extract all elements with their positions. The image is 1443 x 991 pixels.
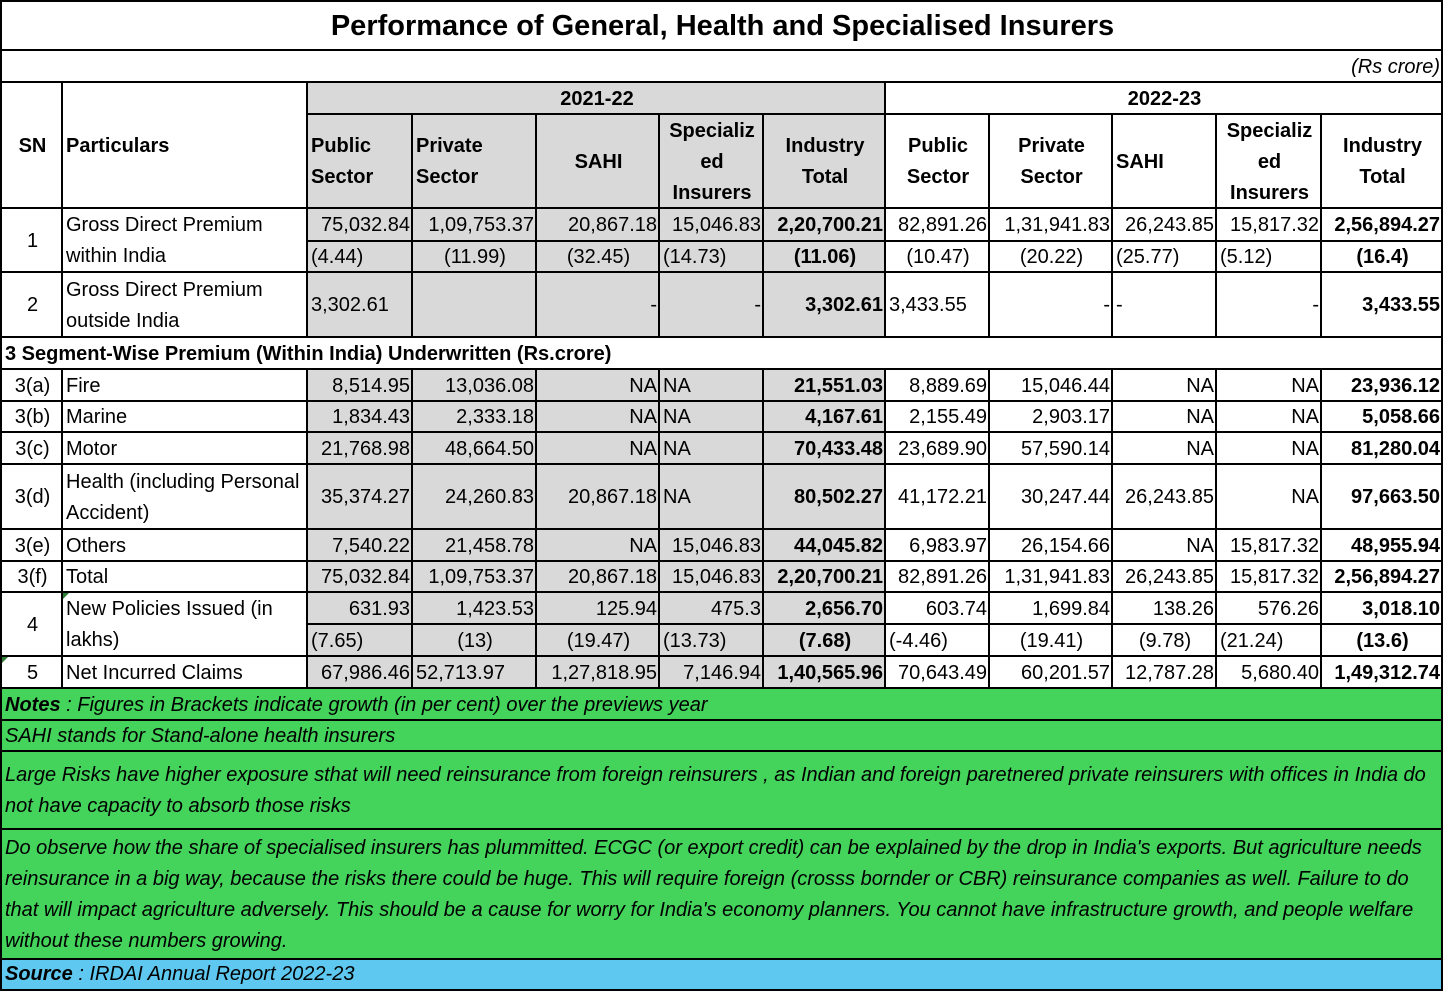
value-cell: 12,787.28	[1111, 655, 1217, 689]
value-cell: 631.93	[306, 591, 413, 625]
sn-cell: 3(c)	[0, 431, 63, 465]
value-cell: 81,280.04	[1320, 431, 1443, 465]
note-specialised	[0, 828, 1443, 960]
sn-cell: 2	[0, 271, 63, 338]
note-sahi: SAHI stands for Stand-alone health insurers	[0, 719, 1443, 752]
value-cell: 23,936.12	[1320, 368, 1443, 402]
value-cell: 44,045.82	[762, 528, 886, 562]
row-label: Total	[61, 560, 308, 593]
value-cell: 48,955.94	[1320, 528, 1443, 562]
value-cell: 2,903.17	[988, 400, 1113, 433]
row-label: Gross Direct Premium outside India	[61, 271, 308, 338]
row-label: Gross Direct Premium within India	[61, 207, 308, 273]
value-cell: 35,374.27	[306, 463, 413, 530]
header-sn: SN	[0, 81, 63, 209]
value-cell: 52,713.97	[411, 655, 537, 689]
value-cell: NA	[535, 368, 660, 402]
note-large-risks	[0, 750, 1443, 830]
sn-cell: 3(b)	[0, 400, 63, 433]
column-header: Industry Total	[762, 113, 886, 209]
value-cell: 21,551.03	[762, 368, 886, 402]
row-label: Motor	[61, 431, 308, 465]
growth-cell: (20.22)	[988, 240, 1113, 273]
value-cell: NA	[535, 528, 660, 562]
value-cell: 21,768.98	[306, 431, 413, 465]
value-cell: 1,49,312.74	[1320, 655, 1443, 689]
column-header: Public Sector	[884, 113, 990, 209]
sn-cell: 3(d)	[0, 463, 63, 530]
value-cell: 3,433.55	[884, 271, 990, 338]
column-header: Private Sector	[411, 113, 537, 209]
value-cell: 5,680.40	[1215, 655, 1322, 689]
cell-marker-icon	[63, 593, 69, 599]
value-cell: 2,656.70	[762, 591, 886, 625]
value-cell: 15,046.83	[658, 560, 764, 593]
value-cell: NA	[658, 368, 764, 402]
value-cell: NA	[1215, 368, 1322, 402]
value-cell: 2,20,700.21	[762, 560, 886, 593]
value-cell: 1,31,941.83	[988, 560, 1113, 593]
value-cell: 15,817.32	[1215, 528, 1322, 562]
value-cell: 3,302.61	[762, 271, 886, 338]
growth-cell: (32.45)	[535, 240, 660, 273]
value-cell: 2,155.49	[884, 400, 990, 433]
column-header: SAHI	[535, 113, 660, 209]
value-cell: 4,167.61	[762, 400, 886, 433]
source-label: Source	[5, 963, 73, 985]
value-cell: 8,514.95	[306, 368, 413, 402]
value-cell: 82,891.26	[884, 207, 990, 242]
value-cell: 2,56,894.27	[1320, 560, 1443, 593]
growth-cell: (13.6)	[1320, 623, 1443, 657]
value-cell: 67,986.46	[306, 655, 413, 689]
growth-cell: (11.06)	[762, 240, 886, 273]
growth-cell: (4.44)	[306, 240, 413, 273]
value-cell: 3,302.61	[306, 271, 413, 338]
value-cell: -	[1215, 271, 1322, 338]
value-cell: 1,27,818.95	[535, 655, 660, 689]
growth-cell: (10.47)	[884, 240, 990, 273]
growth-cell: (7.68)	[762, 623, 886, 657]
sn-cell: 3(a)	[0, 368, 63, 402]
sn-cell: 3(e)	[0, 528, 63, 562]
value-cell: 138.26	[1111, 591, 1217, 625]
value-cell: 30,247.44	[988, 463, 1113, 530]
growth-cell: (25.77)	[1111, 240, 1217, 273]
value-cell: 26,243.85	[1111, 207, 1217, 242]
segment-title: 3 Segment-Wise Premium (Within India) Underwritten (Rs.crore)	[0, 336, 1443, 370]
value-cell: 15,046.44	[988, 368, 1113, 402]
growth-cell: (14.73)	[658, 240, 764, 273]
value-cell: 7,540.22	[306, 528, 413, 562]
value-cell: 2,20,700.21	[762, 207, 886, 242]
value-cell: 1,699.84	[988, 591, 1113, 625]
sn-cell: 4	[0, 591, 63, 657]
value-cell: 21,458.78	[411, 528, 537, 562]
value-cell	[411, 271, 537, 338]
sn-cell: 5	[0, 655, 63, 689]
note-growth	[0, 687, 1443, 721]
value-cell: NA	[1215, 463, 1322, 530]
value-cell: 1,09,753.37	[411, 207, 537, 242]
value-cell: 24,260.83	[411, 463, 537, 530]
value-cell: NA	[1215, 431, 1322, 465]
unit-label: (Rs crore)	[0, 49, 1443, 83]
header-particulars: Particulars	[61, 81, 308, 209]
value-cell: 15,046.83	[658, 207, 764, 242]
value-cell: NA	[535, 400, 660, 433]
growth-cell: (16.4)	[1320, 240, 1443, 273]
growth-cell: (7.65)	[306, 623, 413, 657]
growth-cell: (13.73)	[658, 623, 764, 657]
growth-cell: (21.24)	[1215, 623, 1322, 657]
sn-cell: 1	[0, 207, 63, 273]
cell-marker-icon	[2, 657, 8, 663]
growth-cell: (19.47)	[535, 623, 660, 657]
header-year-2022-23: 2022-23	[884, 81, 1443, 115]
value-cell: 1,40,565.96	[762, 655, 886, 689]
growth-cell: (9.78)	[1111, 623, 1217, 657]
value-cell: -	[658, 271, 764, 338]
value-cell: 41,172.21	[884, 463, 990, 530]
column-header: Industry Total	[1320, 113, 1443, 209]
value-cell: 8,889.69	[884, 368, 990, 402]
column-header: Private Sector	[988, 113, 1113, 209]
row-label: Fire	[61, 368, 308, 402]
source-text: : IRDAI Annual Report 2022-23	[72, 963, 355, 985]
row-label: Health (including Personal Accident)	[61, 463, 308, 530]
growth-cell: (5.12)	[1215, 240, 1322, 273]
row-label: Net Incurred Claims	[61, 655, 308, 689]
row-label: Others	[61, 528, 308, 562]
notes-label: Notes	[5, 693, 61, 716]
source-row	[0, 958, 1443, 991]
notes-text: : Figures in Brackets indicate growth (in per cent) over the previews year	[60, 693, 708, 716]
value-cell: 15,046.83	[658, 528, 764, 562]
value-cell: 2,56,894.27	[1320, 207, 1443, 242]
value-cell: 3,433.55	[1320, 271, 1443, 338]
value-cell: NA	[1111, 528, 1217, 562]
value-cell: 97,663.50	[1320, 463, 1443, 530]
row-label: New Policies Issued (in lakhs)	[61, 591, 308, 657]
value-cell: 5,058.66	[1320, 400, 1443, 433]
value-cell: 26,243.85	[1111, 560, 1217, 593]
value-cell: 75,032.84	[306, 207, 413, 242]
column-header: Specializ ed Insurers	[1215, 113, 1322, 209]
value-cell: 475.3	[658, 591, 764, 625]
growth-cell: (19.41)	[988, 623, 1113, 657]
value-cell: 15,817.32	[1215, 560, 1322, 593]
header-year-2021-22: 2021-22	[306, 81, 886, 115]
growth-cell: (13)	[411, 623, 537, 657]
value-cell: 1,31,941.83	[988, 207, 1113, 242]
value-cell: 26,154.66	[988, 528, 1113, 562]
value-cell: NA	[535, 431, 660, 465]
value-cell: NA	[1111, 400, 1217, 433]
value-cell: NA	[1215, 400, 1322, 433]
value-cell: 1,834.43	[306, 400, 413, 433]
value-cell: 125.94	[535, 591, 660, 625]
column-header: Specializ ed Insurers	[658, 113, 764, 209]
value-cell: NA	[658, 400, 764, 433]
value-cell: -	[1111, 271, 1217, 338]
column-header: SAHI	[1111, 113, 1217, 209]
value-cell: NA	[1111, 431, 1217, 465]
value-cell: NA	[658, 431, 764, 465]
growth-cell: (11.99)	[411, 240, 537, 273]
value-cell: 70,433.48	[762, 431, 886, 465]
value-cell: 603.74	[884, 591, 990, 625]
value-cell: 2,333.18	[411, 400, 537, 433]
value-cell: 60,201.57	[988, 655, 1113, 689]
value-cell: 20,867.18	[535, 463, 660, 530]
value-cell: 70,643.49	[884, 655, 990, 689]
page-title: Performance of General, Health and Specialised Insurers	[0, 0, 1443, 51]
note-large-risks-text: Large Risks have higher exposure sthat will need reinsurance from foreign reinsurers , as Indian and foreign paretnered private reinsurers with offices in India do not have capacity to absorb those risks	[5, 764, 1426, 817]
value-cell: 576.26	[1215, 591, 1322, 625]
row-label: Marine	[61, 400, 308, 433]
value-cell: -	[535, 271, 660, 338]
value-cell: NA	[1111, 368, 1217, 402]
value-cell: 1,423.53	[411, 591, 537, 625]
value-cell: 80,502.27	[762, 463, 886, 530]
value-cell: 48,664.50	[411, 431, 537, 465]
value-cell: 7,146.94	[658, 655, 764, 689]
value-cell: 1,09,753.37	[411, 560, 537, 593]
value-cell: 6,983.97	[884, 528, 990, 562]
note-specialised-text: Do observe how the share of specialised insurers has plummitted. ECGC (or export credit) can be explained by the drop in India's exports. But agriculture needs reinsurance in a big way, because the risks there could be huge. This will require foreign (crosss bornder or CBR) reinsurance companies as well. Failure to do that will impact agriculture adversely. This should be a cause for worry for India's economy planners. You cannot have infrastructure growth, and people welfare without these numbers growing.	[5, 837, 1422, 952]
value-cell: -	[988, 271, 1113, 338]
value-cell: 3,018.10	[1320, 591, 1443, 625]
value-cell: 13,036.08	[411, 368, 537, 402]
value-cell: 75,032.84	[306, 560, 413, 593]
column-header: Public Sector	[306, 113, 413, 209]
value-cell: 20,867.18	[535, 207, 660, 242]
value-cell: 57,590.14	[988, 431, 1113, 465]
value-cell: 82,891.26	[884, 560, 990, 593]
value-cell: 15,817.32	[1215, 207, 1322, 242]
value-cell: 20,867.18	[535, 560, 660, 593]
value-cell: 23,689.90	[884, 431, 990, 465]
value-cell: 26,243.85	[1111, 463, 1217, 530]
value-cell: NA	[658, 463, 764, 530]
sn-cell: 3(f)	[0, 560, 63, 593]
growth-cell: (-4.46)	[884, 623, 990, 657]
